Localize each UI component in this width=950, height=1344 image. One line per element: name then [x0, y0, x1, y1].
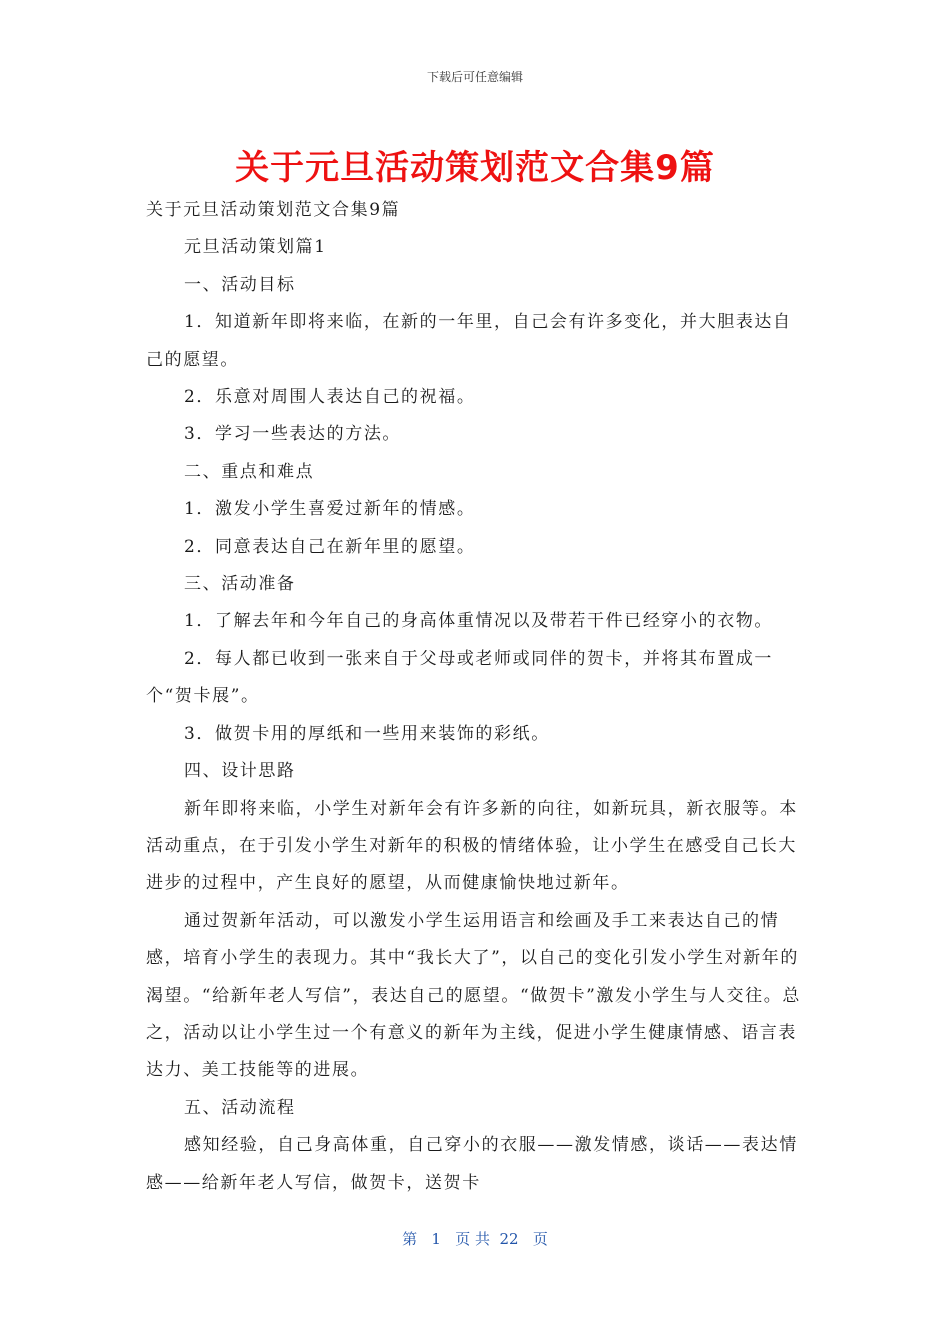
section-heading: 二、重点和难点 [184, 461, 315, 482]
page-number-footer: 第 1 页 共 22 页 [402, 1230, 548, 1248]
paragraph: 3．做贺卡用的厚纸和一些用来装饰的彩纸。 [184, 723, 550, 744]
document-body [146, 192, 806, 1202]
section-heading: 一、活动目标 [184, 274, 296, 295]
section-heading: 三、活动准备 [184, 574, 296, 595]
paragraph: 通过贺新年活动，可以激发小学生运用语言和绘画及手工来表达自己的情感，培育小学生的表现力。其中“我长大了”，以自己的变化引发小学生对新年的渴望。“给新年老人写信”，表达自己的愿望。“做贺卡”激发小学生与人交往。总之，活动以让小学生过一个有意义的新年为主线，促进小学生健康情感、语言表达力、美工技能等的进展。 [146, 910, 801, 1081]
paragraph: 2．每人都已收到一张来自于父母或老师或同伴的贺卡，并将其布置成一个“贺卡展”。 [146, 648, 774, 707]
paragraph: 1．知道新年即将来临，在新的一年里，自己会有许多变化，并大胆表达自己的愿望。 [146, 312, 792, 370]
paragraph: 新年即将来临，小学生对新年会有许多新的向往，如新玩具，新衣服等。本活动重点，在于引发小学生对新年的积极的情绪体验，让小学生在感受自己长大进步的过程中，产生良好的愿望，从而健康愉快地过新年。 [146, 798, 798, 894]
section-heading: 元旦活动策划篇1 [184, 237, 327, 258]
paragraph: 感知经验，自己身高体重，自己穿小的衣服——激发情感，谈话——表达情感——给新年老人写信，做贺卡，送贺卡 [146, 1135, 798, 1193]
header-note: 下载后可任意编辑 [426, 70, 523, 84]
document-title: 关于元旦活动策划范文合集9篇 [235, 148, 715, 188]
section-heading: 四、设计思路 [184, 761, 296, 782]
paragraph: 1．了解去年和今年自己的身高体重情况以及带若干件已经穿小的衣物。 [184, 611, 774, 632]
paragraph: 3．学习一些表达的方法。 [184, 424, 402, 445]
paragraph: 2．同意表达自己在新年里的愿望。 [184, 536, 476, 557]
paragraph: 1．激发小学生喜爱过新年的情感。 [184, 499, 476, 520]
paragraph: 关于元旦活动策划范文合集9篇 [146, 200, 401, 220]
paragraph: 2．乐意对周围人表达自己的祝福。 [184, 387, 476, 408]
section-heading: 五、活动流程 [184, 1097, 296, 1118]
